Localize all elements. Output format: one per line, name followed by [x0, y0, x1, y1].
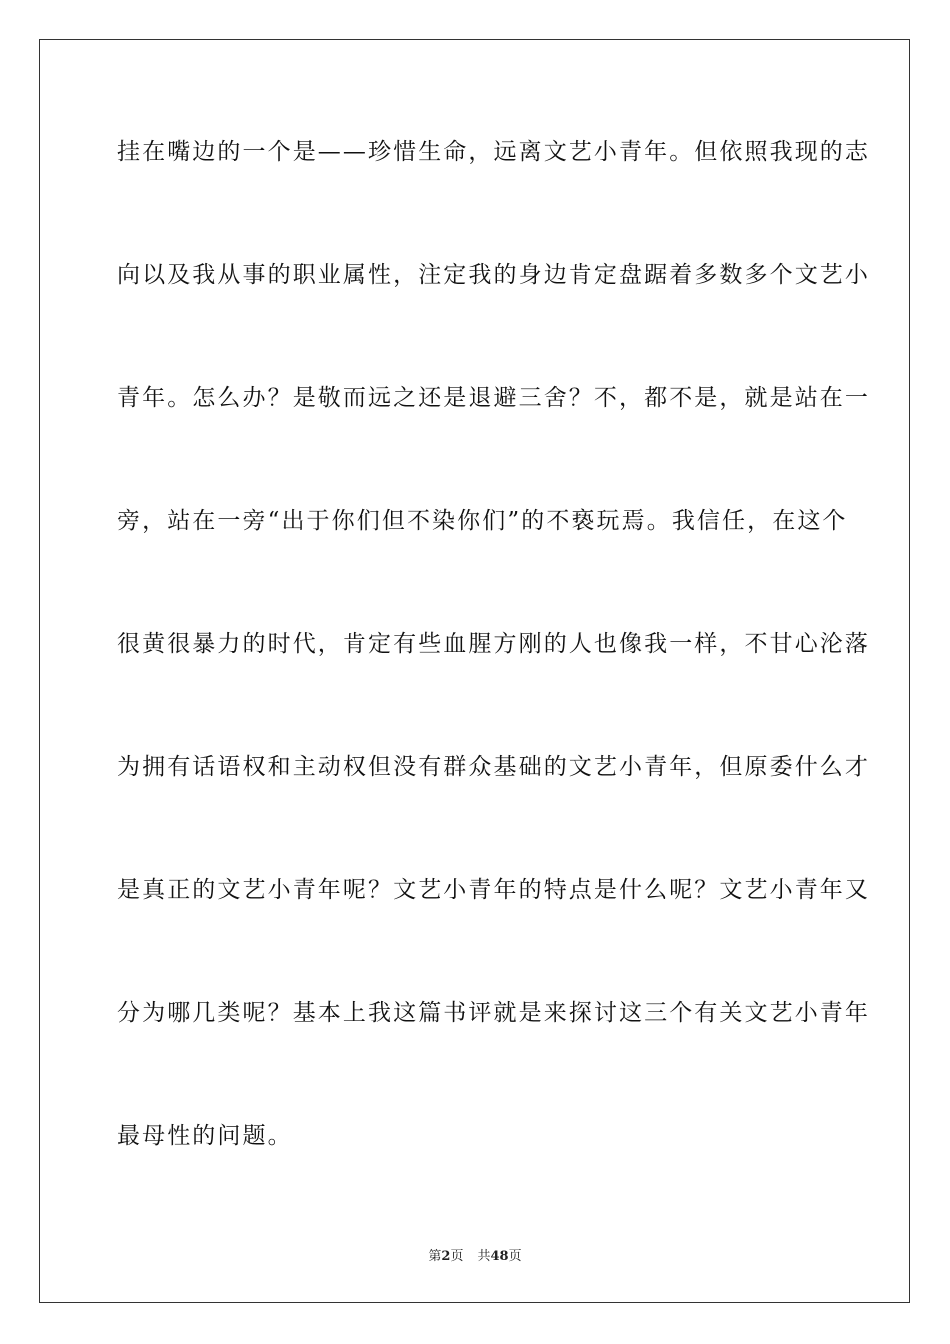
text-line: 很黄很暴力的时代，肯定有些血腥方刚的人也像我一样，不甘心沦落 [117, 631, 870, 657]
text-line: 旁，站在一旁“出于你们但不染你们”的不亵玩焉。我信任，在这个 [117, 508, 848, 534]
text-line: 向以及我从事的职业属性，注定我的身边肯定盘踞着多数多个文艺小 [117, 262, 870, 288]
total-suffix: 页 [508, 1249, 522, 1264]
page-prefix: 第 [428, 1249, 442, 1264]
body-text [117, 130, 870, 1237]
page-footer [0, 1248, 950, 1266]
text-line: 为拥有话语权和主动权但没有群众基础的文艺小青年，但原委什么才 [117, 754, 870, 780]
page-suffix: 页 [450, 1249, 464, 1264]
page-number-label [428, 1249, 463, 1264]
total-prefix: 共 [477, 1249, 491, 1264]
text-line: 是真正的文艺小青年呢？文艺小青年的特点是什么呢？文艺小青年又 [117, 877, 870, 903]
text-line: 最母性的问题。 [117, 1123, 293, 1149]
text-line: 挂在嘴边的一个是——珍惜生命，远离文艺小青年。但依照我现的志 [117, 139, 870, 165]
text-line: 分为哪几类呢？基本上我这篇书评就是来探讨这三个有关文艺小青年 [117, 1000, 870, 1026]
total-pages-label [477, 1249, 521, 1264]
page-number: 2 [441, 1249, 451, 1264]
text-line: 青年。怎么办？是敬而远之还是退避三舍？不，都不是，就是站在一 [117, 385, 870, 411]
total-pages: 48 [490, 1249, 509, 1264]
